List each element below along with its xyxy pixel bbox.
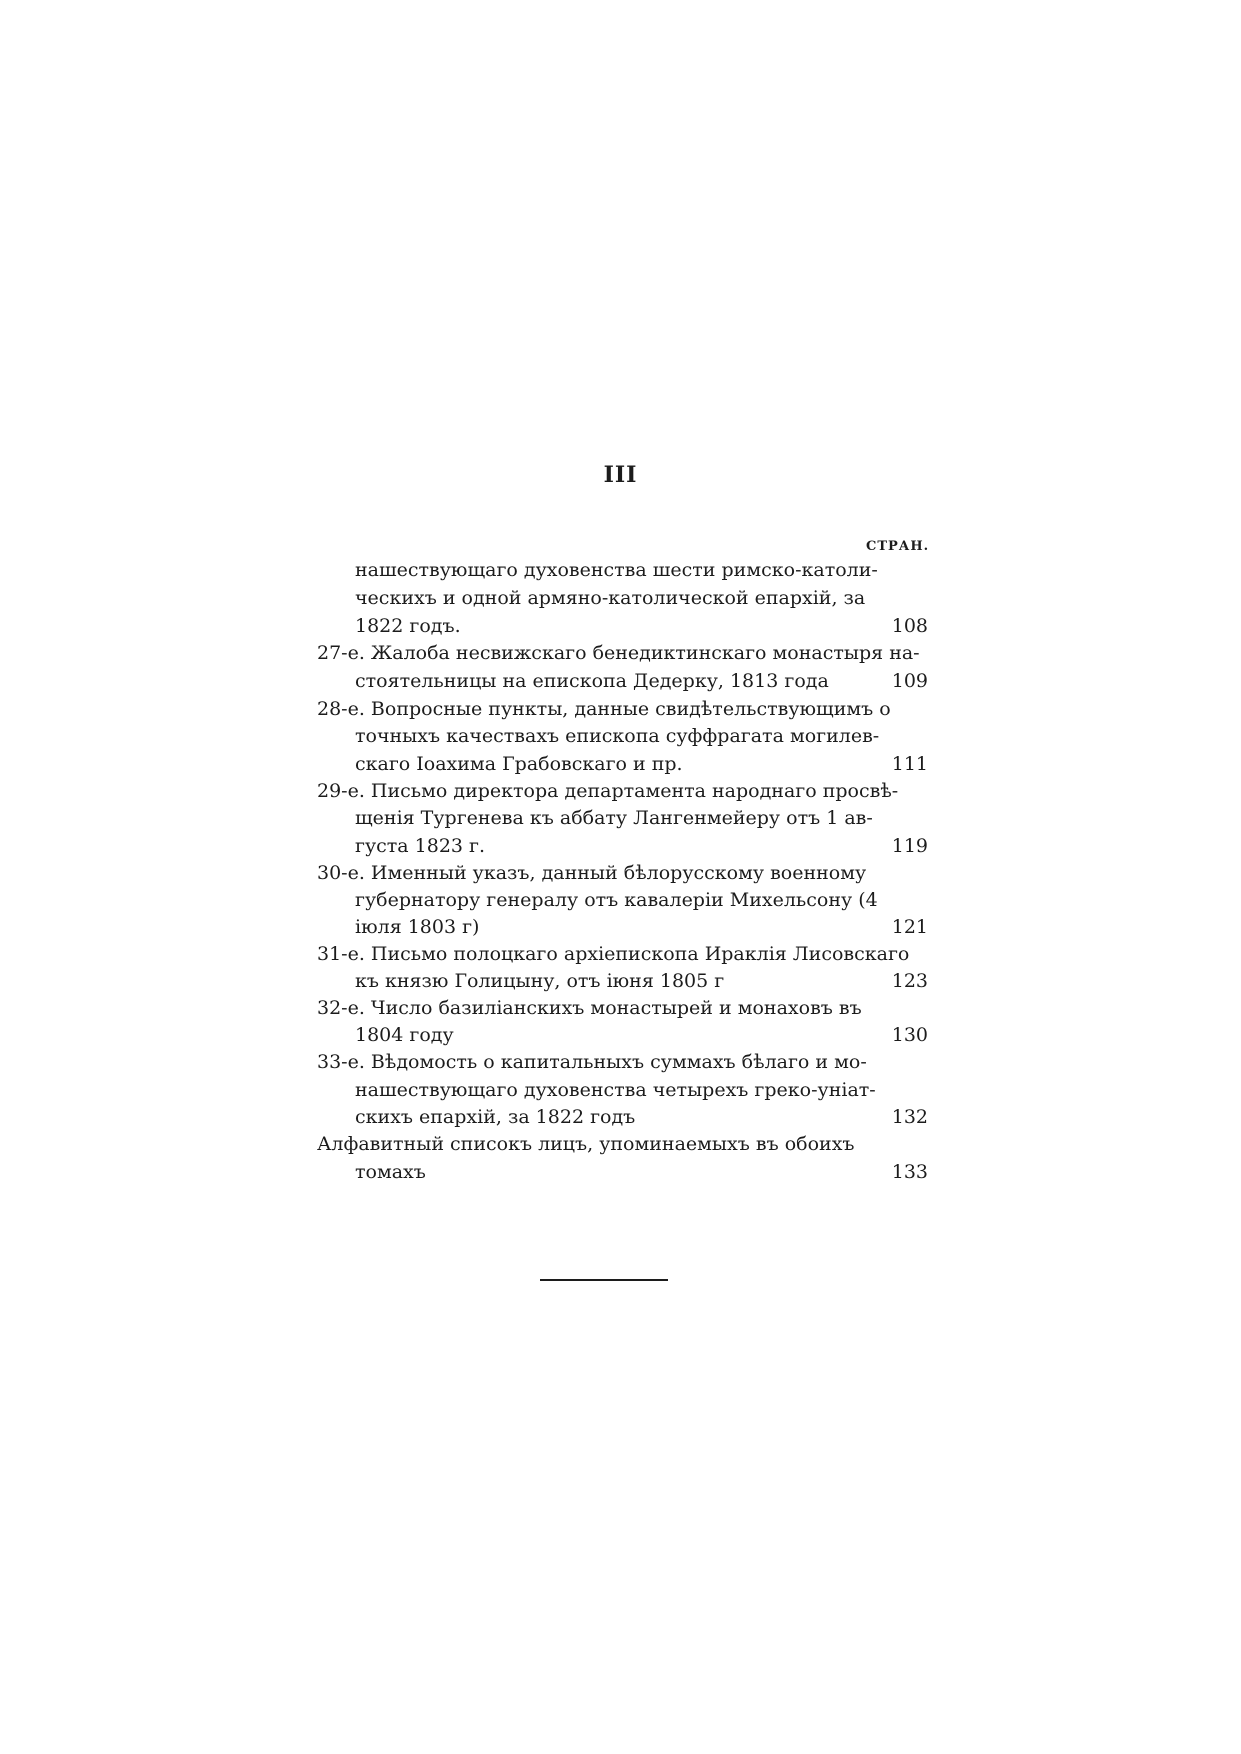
toc-page-number: 130 (891, 1024, 928, 1046)
toc-entry-line: скаго Іоахима Грабовскаго и пр. (355, 753, 683, 775)
page-number: III (603, 462, 638, 488)
toc-entry-line: Алфавитный списокъ лицъ, упоминаемыхъ въ обоихъ (317, 1133, 855, 1155)
page-column-header: СТРАН. (866, 539, 930, 554)
toc-entry-line: іюля 1803 г) (355, 916, 480, 938)
toc-page-number: 121 (891, 916, 928, 938)
toc-page-number: 109 (891, 670, 928, 692)
toc-entry-line: 1804 году (355, 1024, 454, 1046)
toc-page-number: 133 (891, 1161, 928, 1183)
toc-entry-line: 33-е. Вѣдомость о капитальныхъ суммахъ бѣлаго и мо- (317, 1051, 867, 1073)
toc-entry-line: точныхъ качествахъ епископа суффрагата могилев- (355, 725, 880, 747)
toc-entry-line: нашествующаго духовенства шести римско-католи- (355, 559, 878, 581)
toc-entry-line: 31-е. Письмо полоцкаго архіепископа Ираклія Лисовскаго (317, 943, 910, 965)
toc-entry-line: густа 1823 г. (355, 835, 486, 857)
toc-entry-line: щенія Тургенева къ аббату Лангенмейеру отъ 1 ав- (355, 807, 873, 829)
toc-entry-line: 29-е. Письмо директора департамента народнаго просвѣ- (317, 780, 899, 802)
toc-entry-line: 1822 годъ. (355, 615, 461, 637)
toc-entry-line: 27-е. Жалоба несвижскаго бенедиктинскаго монастыря на- (317, 642, 920, 664)
toc-entry-line: 30-е. Именный указъ, данный бѣлорусскому военному (317, 862, 867, 884)
toc-entry-line: томахъ (355, 1161, 426, 1183)
end-rule-divider (540, 1279, 668, 1281)
toc-entry-line: къ князю Голицыну, отъ іюня 1805 г (355, 970, 725, 992)
toc-entry-line: 28-е. Вопросные пункты, данные свидѣтельствующимъ о (317, 698, 891, 720)
toc-entry-line: скихъ епархій, за 1822 годъ (355, 1106, 636, 1128)
toc-page-number: 119 (891, 835, 928, 857)
toc-page-number: 123 (891, 970, 928, 992)
toc-entry-line: стоятельницы на епископа Дедерку, 1813 года (355, 670, 829, 692)
toc-page-number: 111 (891, 753, 928, 775)
toc-entry-line: губернатору генералу отъ кавалеріи Михельсону (4 (355, 889, 878, 911)
toc-page-number: 132 (891, 1106, 928, 1128)
toc-entry-line: ческихъ и одной армяно-католической епархій, за (355, 587, 866, 609)
toc-page-number: 108 (891, 615, 928, 637)
toc-entry-line: нашествующаго духовенства четырехъ греко-уніат- (355, 1079, 876, 1101)
toc-entry-line: 32-е. Число базиліанскихъ монастырей и монаховъ въ (317, 997, 862, 1019)
